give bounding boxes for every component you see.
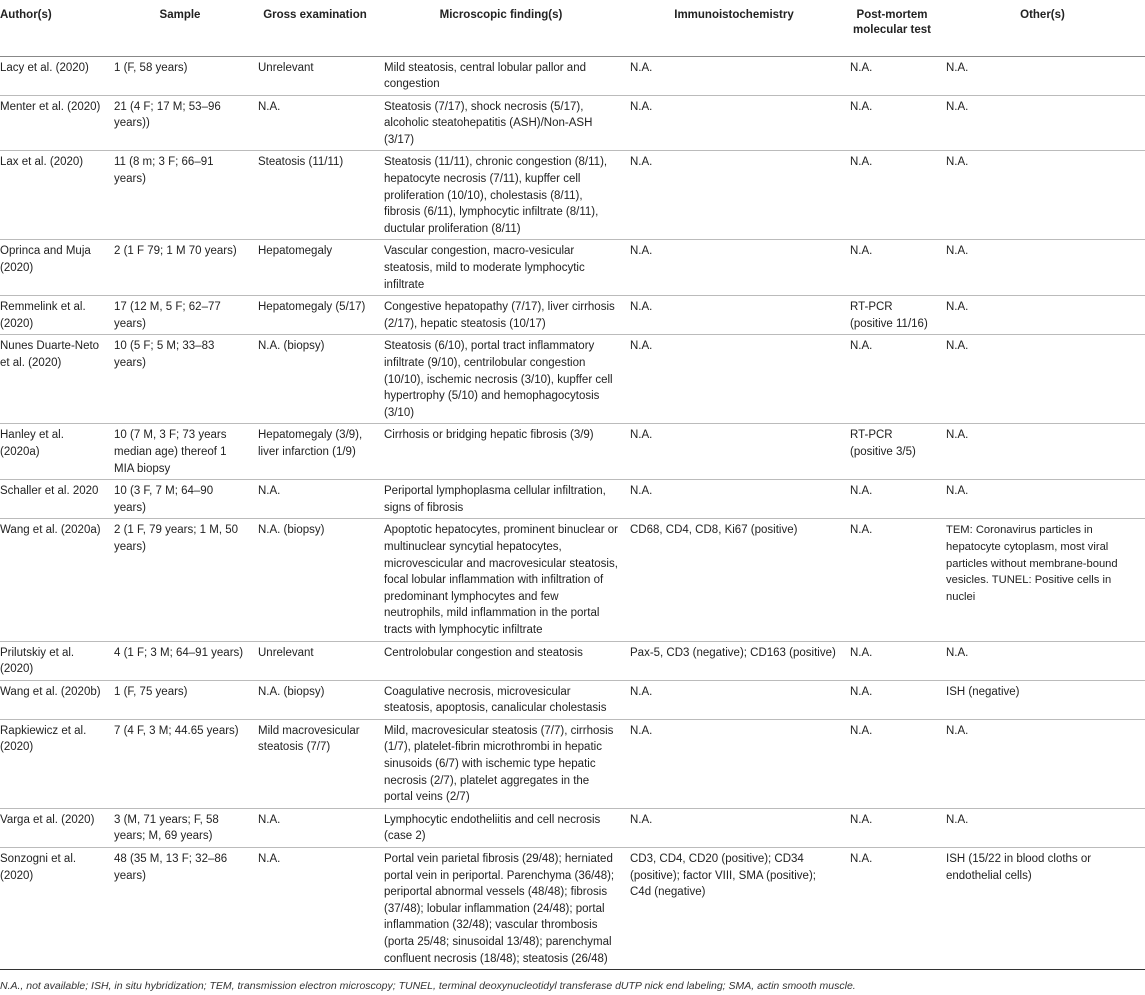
cell-gross: N.A.	[258, 853, 281, 866]
cell-ihc: N.A.	[630, 245, 653, 258]
cell-other: ISH (negative)	[946, 685, 1020, 698]
table-row	[0, 296, 1145, 335]
cell-molecular: N.A.	[850, 685, 873, 698]
cell-microscopic: Lymphocytic endotheliitis and cell necrosis (case 2)	[384, 813, 601, 843]
cell-gross: Hepatomegaly	[258, 245, 333, 258]
cell-sample: 10 (3 F, 7 M; 64–90 years)	[114, 485, 214, 514]
table-row	[0, 151, 1145, 240]
cell-gross: Mild macrovesicular steatosis (7/7)	[258, 724, 360, 754]
header-row	[0, 0, 1145, 56]
cell-author: Hanley et al. (2020a)	[0, 429, 64, 458]
header-author: Author(s)	[0, 9, 52, 21]
table-row	[0, 56, 1145, 95]
cell-microscopic: Mild, macrovesicular steatosis (7/7), cirrhosis (1/7), platelet-fibrin microthrombi in hepatic sinusoids (6/7) with ischemic type hepatic necrosis (2/7), platelet aggregates in the portal veins (2/7)	[384, 724, 614, 804]
cell-molecular: N.A.	[850, 156, 873, 169]
cell-ihc: N.A.	[630, 485, 653, 498]
header-others: Other(s)	[1020, 9, 1065, 21]
cell-molecular: N.A.	[850, 646, 873, 659]
cell-author: Varga et al. (2020)	[0, 813, 95, 826]
cell-sample: 1 (F, 58 years)	[114, 61, 188, 74]
cell-author: Sonzogni et al. (2020)	[0, 853, 77, 882]
cell-sample: 1 (F, 75 years)	[114, 685, 188, 698]
cell-gross: Hepatomegaly (3/9), liver infarction (1/9)	[258, 429, 363, 458]
cell-author: Lacy et al. (2020)	[0, 61, 89, 74]
cell-author: Rapkiewicz et al. (2020)	[0, 724, 87, 754]
cell-gross: Unrelevant	[258, 61, 314, 74]
table-row	[0, 335, 1145, 424]
header-gross-examination: Gross examination	[263, 9, 367, 21]
cell-author: Remmelink et al. (2020)	[0, 301, 86, 330]
cell-ihc: CD3, CD4, CD20 (positive); CD34 (positive); factor VIII, SMA (positive); C4d (negative)	[630, 853, 816, 899]
cell-author: Wang et al. (2020b)	[0, 685, 101, 698]
cell-gross: N.A. (biopsy)	[258, 685, 325, 698]
cell-microscopic: Congestive hepatopathy (7/17), liver cirrhosis (2/17), hepatic steatosis (10/17)	[384, 301, 615, 330]
table-row	[0, 240, 1145, 296]
table-row	[0, 680, 1145, 719]
cell-microscopic: Mild steatosis, central lobular pallor and congestion	[384, 61, 586, 91]
cell-other: N.A.	[946, 156, 969, 169]
cell-gross: N.A.	[258, 485, 281, 498]
cell-gross: Unrelevant	[258, 646, 314, 659]
cell-author: Prilutskiy et al. (2020)	[0, 646, 75, 676]
header-sample: Sample	[159, 9, 201, 21]
table-row	[0, 519, 1145, 641]
cell-gross: N.A.	[258, 100, 281, 113]
cell-other: N.A.	[946, 100, 969, 113]
table-row	[0, 480, 1145, 519]
cell-microscopic: Centrolobular congestion and steatosis	[384, 646, 583, 659]
table-row	[0, 641, 1145, 680]
cell-other: N.A.	[946, 813, 969, 826]
cell-other: N.A.	[946, 301, 969, 314]
cell-molecular: N.A.	[850, 813, 873, 826]
cell-gross: N.A. (biopsy)	[258, 340, 325, 353]
cell-other: N.A.	[946, 245, 969, 258]
cell-other: N.A.	[946, 724, 969, 737]
cell-other: N.A.	[946, 429, 969, 442]
header-immunohistochemistry: Immunoistochemistry	[674, 9, 794, 21]
cell-other: N.A.	[946, 485, 969, 498]
cell-gross: Steatosis (11/11)	[258, 156, 344, 169]
cell-sample: 10 (5 F; 5 M; 33–83 years)	[114, 340, 215, 369]
table-row	[0, 848, 1145, 970]
cell-microscopic: Vascular congestion, macro-vesicular steatosis, mild to moderate lymphocytic infiltrate	[384, 245, 585, 291]
header-microscopic-findings: Microscopic finding(s)	[439, 9, 563, 21]
cell-sample: 7 (4 F, 3 M; 44.65 years)	[114, 724, 239, 737]
cell-molecular: N.A.	[850, 100, 873, 113]
table-body	[0, 56, 1145, 970]
table-row	[0, 95, 1145, 151]
table-header	[0, 0, 1145, 56]
cell-author: Oprinca and Muja (2020)	[0, 245, 91, 275]
cell-microscopic: Periportal lymphoplasma cellular infiltration, signs of fibrosis	[384, 485, 606, 514]
header-molecular-test: Post-mortem molecular test	[853, 9, 931, 36]
cell-ihc: N.A.	[630, 100, 653, 113]
cell-ihc: Pax-5, CD3 (negative); CD163 (positive)	[630, 646, 836, 659]
cell-ihc: N.A.	[630, 340, 653, 353]
cell-ihc: N.A.	[630, 724, 653, 737]
cell-microscopic: Coagulative necrosis, microvesicular steatosis, apoptosis, canalicular cholestasis	[384, 685, 607, 715]
cell-gross: N.A. (biopsy)	[258, 524, 325, 537]
cell-other: TEM: Coronavirus particles in hepatocyte cytoplasm, most viral particles without membrane-bound vesicles. TUNEL: Positive cells in nuclei	[946, 524, 1118, 603]
cell-gross: N.A.	[258, 813, 281, 826]
cell-microscopic: Steatosis (6/10), portal tract inflammatory infiltrate (9/10), centrilobular congestion (10/10), ischemic necrosis (3/10), kupffer cell hypertrophy (5/10) and hemophagocytosis (3/10)	[384, 340, 613, 419]
cell-microscopic: Cirrhosis or bridging hepatic fibrosis (3/9)	[384, 429, 594, 442]
cell-molecular: N.A.	[850, 724, 873, 737]
cell-other: N.A.	[946, 646, 969, 659]
cell-ihc: N.A.	[630, 429, 653, 442]
table-footnote: N.A., not available; ISH, in situ hybridization; TEM, transmission electron microscopy; TUNEL, terminal deoxynucleotidyl transferase dUTP nick end labeling; SMA, actin smooth muscle.	[0, 980, 856, 993]
table-row	[0, 424, 1145, 480]
cell-microscopic: Apoptotic hepatocytes, prominent binuclear or multinuclear syncytial hepatocytes, microvescicular and macrovesicular steatosis, focal lobular inflammation with infiltration of predominant lymphocytes and few neutrophils, mild inflammation in the portal tracts with lymphocytic infiltrate	[384, 524, 618, 636]
cell-author: Lax et al. (2020)	[0, 156, 84, 169]
cell-sample: 21 (4 F; 17 M; 53–96 years))	[114, 100, 221, 130]
cell-author: Menter et al. (2020)	[0, 100, 101, 113]
cell-molecular: RT-PCR (positive 3/5)	[850, 429, 916, 458]
cell-molecular: N.A.	[850, 340, 873, 353]
table-row	[0, 808, 1145, 847]
cell-sample: 2 (1 F, 79 years; 1 M, 50 years)	[114, 524, 239, 553]
cell-sample: 17 (12 M, 5 F; 62–77 years)	[114, 301, 221, 330]
cell-microscopic: Steatosis (11/11), chronic congestion (8/11), hepatocyte necrosis (7/11), kupffer cell proliferation (10/10), cholestasis (8/11), fibrosis (6/11), lymphocytic infiltrate (8/11), ductular proliferation (8/11)	[384, 156, 608, 235]
table-row	[0, 719, 1145, 808]
cell-molecular: N.A.	[850, 245, 873, 258]
cell-author: Wang et al. (2020a)	[0, 524, 101, 537]
cell-microscopic: Portal vein parietal fibrosis (29/48); herniated portal vein in periportal. Parenchyma (36/48); periportal abnormal vessels (48/48); fibrosis (37/48); lobular inflammation (24/48); portal inflammation (32/48); vascular thrombosis (porta 25/48; sinusoidal 13/48); parenchymal confluent necrosis (18/48); steatosis (26/48)	[384, 853, 615, 965]
cell-sample: 4 (1 F; 3 M; 64–91 years)	[114, 646, 244, 659]
cell-author: Nunes Duarte-Neto et al. (2020)	[0, 340, 100, 369]
cell-ihc: N.A.	[630, 685, 653, 698]
cell-ihc: N.A.	[630, 156, 653, 169]
cell-ihc: N.A.	[630, 813, 653, 826]
cell-molecular: N.A.	[850, 61, 873, 74]
cell-ihc: N.A.	[630, 61, 653, 74]
cell-sample: 10 (7 M, 3 F; 73 years median age) thereof 1 MIA biopsy	[114, 429, 227, 475]
cell-molecular: N.A.	[850, 853, 873, 866]
cell-molecular: N.A.	[850, 485, 873, 498]
cell-molecular: RT-PCR (positive 11/16)	[850, 301, 928, 330]
cell-sample: 48 (35 M, 13 F; 32–86 years)	[114, 853, 228, 882]
cell-ihc: N.A.	[630, 301, 653, 314]
cell-gross: Hepatomegaly (5/17)	[258, 301, 366, 314]
cell-molecular: N.A.	[850, 524, 873, 537]
cell-sample: 3 (M, 71 years; F, 58 years; M, 69 years)	[114, 813, 219, 843]
cell-other: N.A.	[946, 340, 969, 353]
cell-author: Schaller et al. 2020	[0, 485, 99, 498]
cell-other: ISH (15/22 in blood cloths or endothelial cells)	[946, 853, 1092, 882]
cell-sample: 11 (8 m; 3 F; 66–91 years)	[114, 156, 214, 186]
cell-sample: 2 (1 F 79; 1 M 70 years)	[114, 245, 237, 258]
cell-ihc: CD68, CD4, CD8, Ki67 (positive)	[630, 524, 798, 537]
cell-microscopic: Steatosis (7/17), shock necrosis (5/17), alcoholic steatohepatitis (ASH)/Non-ASH (3/17)	[384, 100, 593, 146]
cell-other: N.A.	[946, 61, 969, 74]
